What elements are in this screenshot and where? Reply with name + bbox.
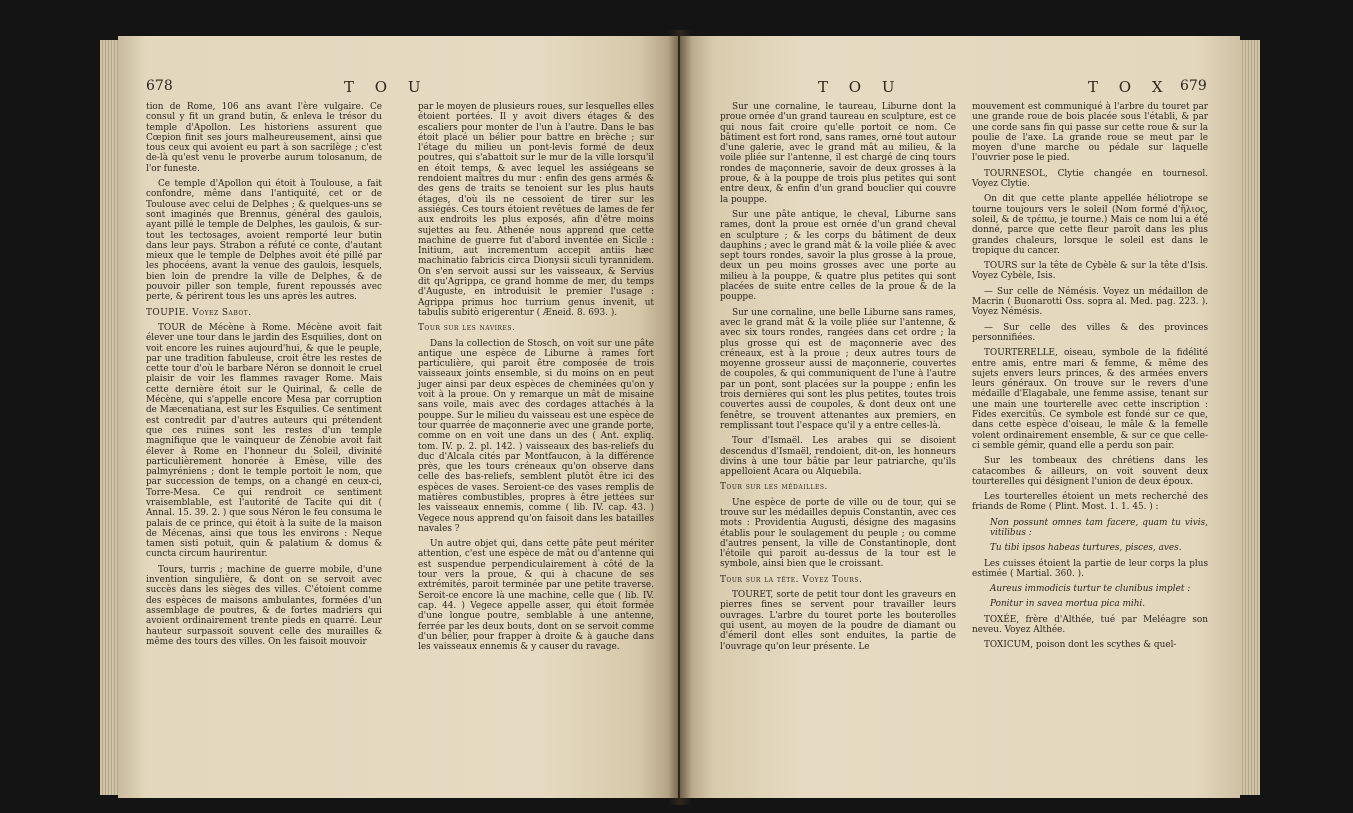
paragraph: Sur une cornaline, une belle Liburne sans rames, avec le grand mât & la voile pliée sur l'antenne, & avec six tours rondes, rangées dans cet ordre ; la plus grosse qui est de maçonnerie avec des créneaux, est à la proue ; deux autres tours de moyenne grosseur aussi de maçonnerie, couvertes de coupoles, & qui communiquent de l'une à l'autre par un pont, sont placées sur la pouppe ; enfin les trois dernières qui sont les plus petites, toutes trois couvertes aussi de coupoles, & dont deux ont une fenêtre, se trouvent attenantes aux premiers, en remplissant tout l'espace qu'il y a entre celles-là.	[720, 307, 956, 431]
paragraph: Un autre objet qui, dans cette pâte peut mériter attention, c'est une espèce de mât ou d'antenne qui est suspendue perpendiculairement à côté de la tour vers la proue, & qui à chacune de ses extrémités, paroit terminée par une petite traverse. Seroit-ce encore là une machine, celle que ( lib. IV. cap. 44. ) Vegece appelle asser, qui étoit formée d'une longue poutre, semblable à une antenne, ferrée par les deux bouts, dont on se servoit comme d'un bélier, pour frapper à droite & à gauche dans les vaisseaux ennemis & y causer du ravage.	[418, 539, 654, 653]
verse-quote: Ponitur in savea mortua pica mihi.	[990, 599, 1146, 610]
paragraph: TOXICUM, poison dont les scythes & quel-	[984, 640, 1177, 651]
paragraph: TOURET, sorte de petit tour dont les graveurs en pierres fines se servent pour travailler leurs ouvrages. L'arbre du touret porte les bouterolles qui usent, au moyen de la poudre de diamant ou d'émeril dont elles sont enduites, la partie de l'ouvrage qu'on leur présente. Le	[720, 590, 956, 652]
verse-quote: Non possunt omnes tam facere, quam tu vivis, vitilibus :	[990, 517, 1208, 538]
paragraph: TOURNESOL, Clytie changée en tournesol. Voyez Clytie.	[972, 168, 1208, 190]
entry-heading: Tour sur les médailles.	[720, 482, 828, 493]
right-page	[680, 36, 1240, 798]
running-head-tox: T O X	[1088, 78, 1171, 96]
verse-quote: Aureus immodicis turtur te clunibus implet :	[990, 584, 1191, 595]
left-page	[118, 36, 678, 798]
paragraph: Sur une pâte antique, le cheval, Liburne sans rames, dont la proue est ornée d'un grand cheval en sculpture ; & les corps du bâtiment de deux dauphins ; avec le grand mât & la voile pliée & avec sept tours rondes, savoir la plus grosse à la proue, deux un peu moins grosses avec une porte au milieu à la pouppe, & quatre plus petites qui sont placées de suite entre celles de la proue & de la pouppe.	[720, 209, 956, 303]
left-column-2	[418, 102, 654, 657]
entry-heading: TOUPIE. Voyez Sabot.	[146, 307, 252, 318]
right-page-edges	[1240, 40, 1260, 795]
paragraph: mouvement est communiqué à l'arbre du touret par une grande roue de bois placée sous l'établi, & par une corde sans fin qui passe sur cette roue & sur la poulie de l'axe. La grande roue se meut par le moyen d'une marche ou pédale sur laquelle l'ouvrier pose le pied.	[972, 102, 1208, 164]
left-column-1	[146, 102, 382, 652]
paragraph: TOXÉE, frère d'Althée, tué par Meléagre son neveu. Voyez Althée.	[972, 614, 1208, 636]
paragraph: TOURS sur la tête de Cybèle & sur la tête d'Isis. Voyez Cybèle, Isis.	[972, 261, 1208, 282]
entry-heading: Tour sur la tête. Voyez Tours.	[720, 574, 863, 585]
paragraph: Les tourterelles étoient un mets recherché des friands de Rome ( Plint. Most. 1. 1. 45. ) :	[972, 492, 1208, 513]
paragraph: — Sur celle de Némésis. Voyez un médaillon de Macrin ( Buonarotti Oss. sopra al. Med. pag. 223. ). Voyez Némésis.	[972, 286, 1208, 318]
paragraph: Sur les tombeaux des chrétiens dans les catacombes & ailleurs, on voit souvent deux tourterelles qui désignent l'union de deux époux.	[972, 456, 1208, 487]
paragraph: TOURTERELLE, oiseau, symbole de la fidélité entre amis, entre mari & femme, & même des sujets envers leurs princes, & des armées envers leurs généraux. On trouve sur le revers d'une médaille d'Elagabale, une femme assise, tenant sur une main une tourterelle avec cette inscription : Fides exercitûs. Ce symbole est fondé sur ce que, dans cette espèce d'oiseau, le mâle & la femelle volent ordinairement ensemble, & sur ce que celle-ci semble gémir, quand elle a perdu son pair.	[972, 348, 1208, 451]
paragraph: TOUR de Mécène à Rome. Mécène avoit fait élever une tour dans le jardin des Esquilies, dont on voit encore les ruines aujourd'hui, & que le peuple, par une tradition fabuleuse, croit être les restes de cette tour d'où le barbare Néron se donnoit le cruel plaisir de voir les flammes ravager Rome. Mais cette dernière étoit sur le Quirinal, & celle de Mécène, qui s'appelle encore Mesa par corruption de Mæcenatiana, est sur les Esquilies. Ce sentiment est contredit par d'autres auteurs qui prétendent que ces ruines sont les restes d'un temple magnifique que le vainqueur de Zénobie avoit fait élever à Rome en l'honneur du Soleil, divinité particulièrement honorée à Emèse, ville des palmyréniens ; dont le temple portoit le nom, que par succession de temps, on a changé en ceux-ci, Torre-Mesa. Ce qui rendroit ce sentiment vraisemblable, est l'autorité de Tacite qui dit ( Annal. 15. 39. 2. ) que sous Néron le feu consuma le palais de ce prince, qui étoit à la suite de la maison de Mécenas, ainsi que tous les environs : Neque tamen sisti potuit, quin & palatium & domus & cuncta circum haurirentur.	[146, 322, 382, 560]
page-number-right: 679	[1180, 78, 1207, 94]
paragraph: On dit que cette plante appellée héliotrope se tourne toujours vers le soleil (Nom formé d'ἥλιος, soleil, & de τρέπω, je tourne.) Mais ce nom lui a été donné, parce que cette fleur paroît dans les plus grandes chaleurs, lorsque le soleil est dans le tropique du cancer.	[972, 194, 1208, 256]
paragraph: tion de Rome, 106 ans avant l'ère vulgaire. Ce consul y fit un grand butin, & enleva le trésor du temple d'Apollon. Les historiens assurent que Cœpion finit ses jours malheureusement, ainsi que tous ceux qui avoient eu part à son sacrilège ; c'est de-là qu'est venu le proverbe aurum tolosanum, de l'or funeste.	[146, 102, 382, 174]
page-number-left: 678	[146, 78, 173, 94]
left-page-edges	[100, 40, 118, 795]
paragraph: Les cuisses étoient la partie de leur corps la plus estimée ( Martial. 360. ).	[972, 558, 1208, 579]
verse-quote: Tu tibi ipsos habeas turtures, pisces, aves.	[990, 543, 1182, 554]
paragraph: Tours, turris ; machine de guerre mobile, d'une invention singulière, & dont on se servoit avec succès dans les sièges des villes. C'étoient comme des espèces de maisons ambulantes, formées d'un assemblage de poutres, & de fortes madriers qui avoient ordinairement trente pieds en quarré. Leur hauteur surpassoit souvent celle des murailles & même des tours des villes. On les faisoit mouvoir	[146, 564, 382, 647]
paragraph: par le moyen de plusieurs roues, sur lesquelles elles étoient portées. Il y avoit divers étages & des escaliers pour monter de l'un à l'autre. Dans le bas étoit placé un bélier pour battre en brèche ; sur l'étage du milieu un pont-levis formé de deux poutres, qui s'abattoit sur le mur de la ville lorsqu'il en étoit temps, & avec lequel les assiégeans se rendoient maîtres du mur : enfin des gens armés & des gens de traits se tenoient sur les plus hauts étages, d'où ils ne cessoient de tirer sur les assiégés. Ces tours étoient revêtues de lames de fer aux endroits les plus exposés, afin d'être moins sujettes au feu. Athenée nous apprend que cette machine de guerre fut d'abord inventée en Sicile : Initium, aut incrementum accepit antiis hæc machinatio fabricis circa Dionysii siculi tyrannidem. On s'en servoit aussi sur les vaisseaux, & Servius dit qu'Agrippa, ce grand homme de mer, du temps d'Auguste, en introduisit le premier l'usage : Agrippa primus hoc turrium genus invenit, ut tabulis subitò erigerentur ( Æneid. 8. 693. ).	[418, 102, 654, 318]
paragraph: Tour d'Ismaël. Les arabes qui se disoient descendus d'Ismaël, rendoient, dit-on, les honneurs divins à une tour bâtie par leur patriarche, qu'ils appelloient Acara ou Alquebila.	[720, 436, 956, 478]
book-gutter	[668, 30, 692, 805]
paragraph: Sur une cornaline, le taureau, Liburne dont la proue ornée d'un grand taureau en sculpture, est ce qui nous fait croire qu'elle portoit ce nom. Ce bâtiment est fort rond, sans rames, orné tout autour d'une galerie, avec le grand mât au milieu, & la voile pliée sur l'antenne, il est chargé de cinq tours rondes de maçonnerie, savoir de deux grosses à la proue, & à la pouppe de trois plus petites qui sont entre deux, & enfin d'un grand bouclier qui couvre la pouppe.	[720, 102, 956, 205]
paragraph: Une espèce de porte de ville ou de tour, qui se trouve sur les médailles depuis Constantin, avec ces mots : Providentia Augusti, désigne des magasins établis pour le soulagement du peuple ; ou comme d'autres pensent, la ville de Constantinople, dont l'étoile qui paroit au-dessus de la tour est le symbole, ainsi bien que le croissant.	[720, 497, 956, 570]
paragraph: Ce temple d'Apollon qui étoit à Toulouse, a fait confondre, même dans l'antiquité, cet or de Toulouse avec celui de Delphes ; & quelques-uns se sont imaginés que Brennus, général des gaulois, ayant pillé le temple de Delphes, les gaulois, & sur-tout les tectosages, avoient remporté leur butin dans leur pays. Strabon a réfuté ce conte, d'autant mieux que le temple de Delphes avoit été pillé par les phocéens, avant la venue des gaulois, lesquels, bien loin de prendre la ville de Delphes, & de pouvoir piller son temple, furent repoussés avec perte, & périrent tous les uns après les autres.	[146, 179, 382, 303]
running-head-tou: T O U	[818, 78, 903, 96]
entry-heading: Tour sur les navires.	[418, 323, 516, 334]
paragraph: — Sur celle des villes & des provinces personnifiées.	[972, 322, 1208, 343]
paragraph: Dans la collection de Stosch, on voit sur une pâte antique une espèce de Liburne à rames fort particulière, qui paroit être composée de trois vaisseaux joints ensemble, si du moins on en peut juger ainsi par deux espèces de cheminées qu'on y voit à la proue. On y remarque un mât de misaine sans voile, mais avec des cordages attachés à la pouppe. Sur le milieu du vaisseau est une espèce de tour quarrée de maçonnerie avec une grande porte, comme on en voit une dans un des ( Ant. expliq. tom. IV. p. 2. pl. 142. ) vaisseaux des bas-reliefs du duc d'Alcala cités par Montfaucon, à la différence près, que les tours créneaux qu'on observe dans celle des bas-reliefs, semblent plutôt être ici des espèces de vases. Seroient-ce des vases remplis de matières combustibles, propres à être jettées sur les vaisseaux ennemis, comme ( lib. IV. cap. 43. ) Vegece nous apprend qu'on faisoit dans les batailles navales ?	[418, 338, 654, 534]
running-head-left: T O U	[344, 78, 429, 96]
right-column-2	[972, 102, 1208, 656]
right-column-1	[720, 102, 956, 657]
